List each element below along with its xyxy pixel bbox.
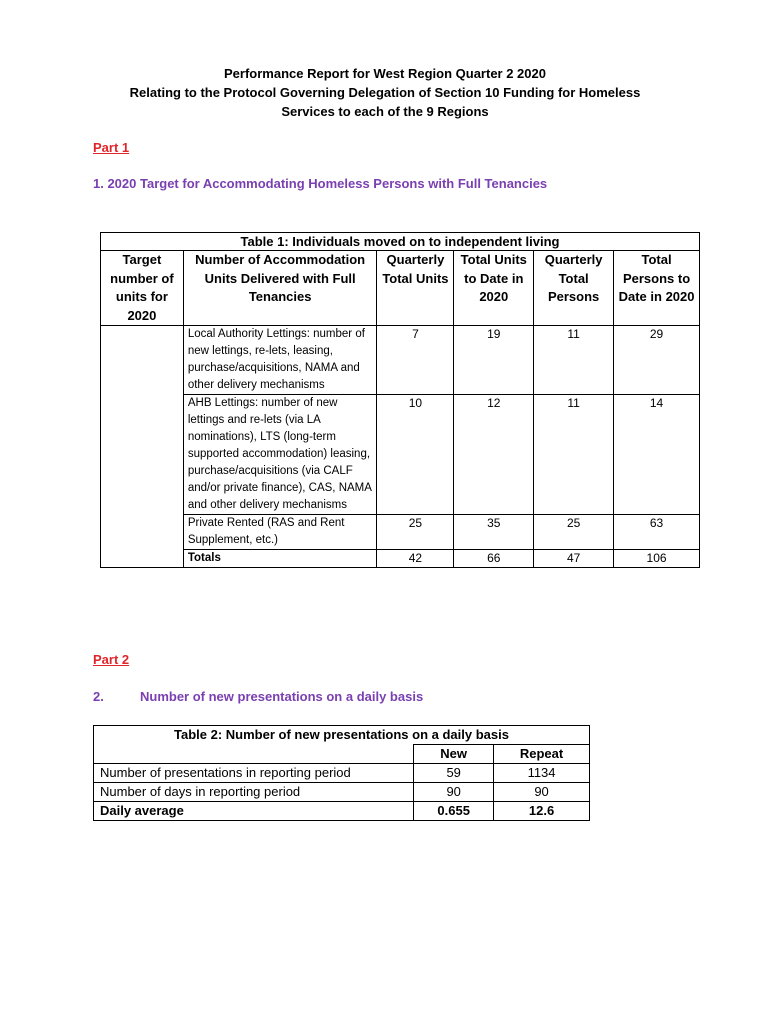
row-label: Local Authority Lettings: number of new lettings, re-lets, leasing, purchase/acquisitions, NAMA and other delivery mechanisms [183, 326, 377, 395]
table-row [101, 326, 700, 395]
table2-header-new: New [414, 745, 494, 764]
total-persons: 14 [614, 395, 700, 515]
quarterly-persons: 25 [534, 515, 614, 550]
table-row [101, 395, 700, 515]
section1-heading: 1. 2020 Target for Accommodating Homeless Persons with Full Tenancies [93, 176, 548, 191]
table2-header-repeat: Repeat [494, 745, 590, 764]
repeat-value: 1134 [494, 764, 590, 783]
report-title-line3: Services to each of the 9 Regions [281, 104, 489, 119]
row-label: AHB Lettings: number of new lettings and re-lets (via LA nominations), LTS (long-term supported accommodation) leasing, purchase/acquisitions (via CALF and/or private finance), CAS, NAMA and other delivery mechanisms [183, 395, 377, 515]
table1-header-total-units: Total Units to Date in 2020 [454, 251, 534, 326]
repeat-value: 12.6 [494, 802, 590, 821]
quarterly-units: 42 [377, 550, 454, 568]
table1-header-target: Target number of units for 2020 [101, 251, 184, 326]
total-persons: 63 [614, 515, 700, 550]
row-label: Daily average [94, 802, 414, 821]
total-units: 66 [454, 550, 534, 568]
table2-header-blank [94, 745, 414, 764]
new-value: 0.655 [414, 802, 494, 821]
table-row-totals [101, 550, 700, 568]
new-value: 59 [414, 764, 494, 783]
table1-header-quarterly-persons: Quarterly Total Persons [534, 251, 614, 326]
total-persons: 106 [614, 550, 700, 568]
table-row [101, 515, 700, 550]
total-persons: 29 [614, 326, 700, 395]
target-cell [101, 515, 184, 550]
new-value: 90 [414, 783, 494, 802]
report-title [60, 64, 710, 121]
table1 [100, 232, 700, 568]
report-title-line2: Relating to the Protocol Governing Delegation of Section 10 Funding for Homeless [129, 85, 641, 100]
row-label: Number of days in reporting period [94, 783, 414, 802]
table2-caption: Table 2: Number of new presentations on a daily basis [94, 726, 590, 745]
section2-number: 2. [93, 689, 104, 704]
total-units: 19 [454, 326, 534, 395]
target-cell [101, 326, 184, 395]
target-cell [101, 395, 184, 515]
table1-header-quarterly-units: Quarterly Total Units [377, 251, 454, 326]
table1-header-total-persons: Total Persons to Date in 2020 [614, 251, 700, 326]
total-units: 35 [454, 515, 534, 550]
quarterly-persons: 11 [534, 326, 614, 395]
row-label: Private Rented (RAS and Rent Supplement, etc.) [183, 515, 377, 550]
report-title-line1: Performance Report for West Region Quarter 2 2020 [224, 66, 546, 81]
table1-caption: Table 1: Individuals moved on to independent living [101, 233, 700, 251]
quarterly-persons: 11 [534, 395, 614, 515]
quarterly-units: 25 [377, 515, 454, 550]
table-row [94, 802, 590, 821]
table2 [93, 725, 590, 821]
table-row [94, 783, 590, 802]
total-units: 12 [454, 395, 534, 515]
quarterly-units: 10 [377, 395, 454, 515]
table1-header-units-delivered: Number of Accommodation Units Delivered with Full Tenancies [183, 251, 377, 326]
repeat-value: 90 [494, 783, 590, 802]
quarterly-persons: 47 [534, 550, 614, 568]
section2-heading: Number of new presentations on a daily basis [140, 689, 424, 704]
part1-label: Part 1 [93, 140, 130, 155]
quarterly-units: 7 [377, 326, 454, 395]
row-label: Number of presentations in reporting period [94, 764, 414, 783]
target-cell [101, 550, 184, 568]
part2-label: Part 2 [93, 652, 130, 667]
table-row [94, 764, 590, 783]
totals-label: Totals [183, 550, 377, 568]
